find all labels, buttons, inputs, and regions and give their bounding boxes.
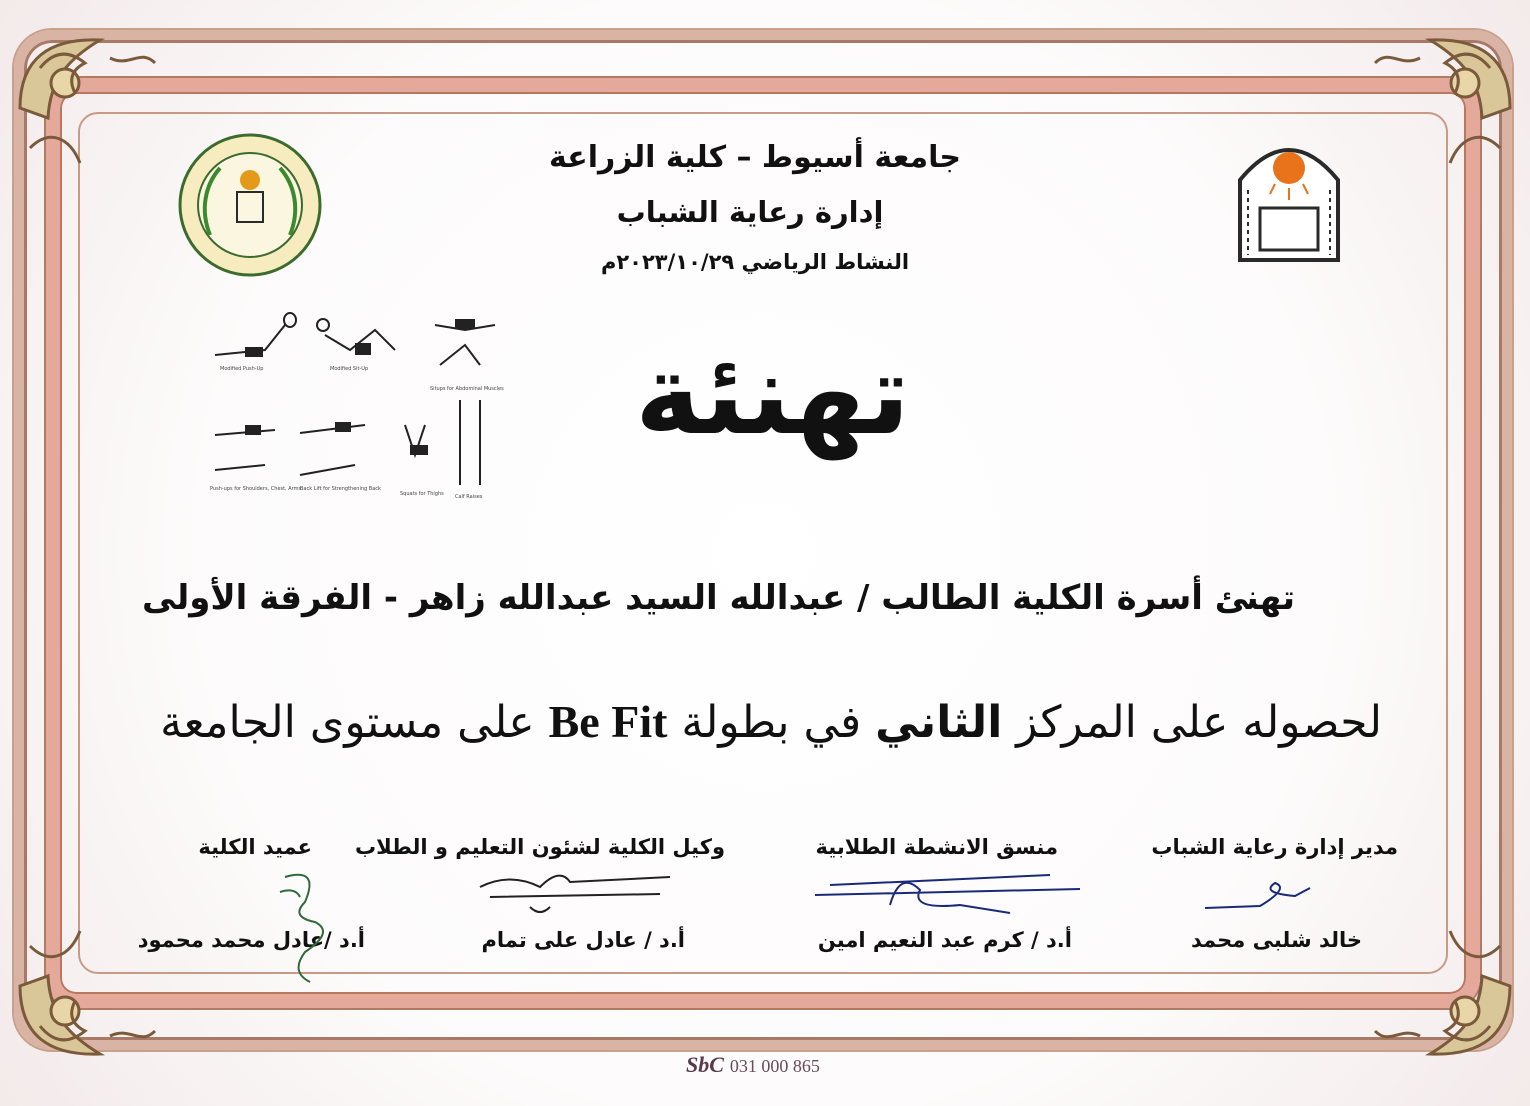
achievement-mid: في بطولة: [667, 697, 876, 748]
svg-text:Calf Raises: Calf Raises: [455, 494, 483, 500]
signature-name-youth-director: خالد شلبى محمد: [1190, 928, 1362, 952]
svg-text:Squats for Thighs: Squats for Thighs: [400, 491, 444, 497]
congratulation-line: تهنئ أسرة الكلية الطالب / عبدالله السيد عبدالله زاهر - الفرقة الأولى: [142, 578, 1295, 618]
signature-title-activities-coordinator: منسق الانشطة الطلابية: [815, 835, 1058, 859]
signature-name-activities-coordinator: أ.د / كرم عبد النعيم امين: [817, 928, 1072, 952]
signature-name-dean: أ.د /عادل محمد محمود: [137, 928, 365, 952]
svg-text:Modified Push-Up: Modified Push-Up: [220, 366, 264, 372]
serial-digits: 031 000 865: [729, 1056, 820, 1076]
achievement-suffix: على مستوى الجامعة: [160, 697, 549, 748]
printer-brand: SbC: [686, 1052, 724, 1077]
activity-date: النشاط الرياضي ٢٠٢٣/١٠/٢٩م: [600, 250, 910, 274]
achievement-place: الثاني: [875, 697, 1003, 748]
signature-mark-activities-coordinator: [810, 865, 1090, 925]
serial-number: [686, 1052, 820, 1078]
svg-text:Back Lift for Strengthening Ba: Back Lift for Strengthening Back: [300, 486, 381, 492]
svg-text:Situps for Abdominal Muscles: Situps for Abdominal Muscles: [430, 386, 504, 392]
signature-title-dean: عميد الكلية: [198, 835, 312, 859]
signature-title-vice-dean: وكيل الكلية لشئون التعليم و الطلاب: [355, 835, 725, 859]
corner-ornament-bottom-right: [1370, 916, 1520, 1066]
signature-mark-vice-dean: [470, 862, 690, 922]
signature-mark-youth-director: [1200, 878, 1320, 914]
signature-title-youth-director: مدير إدارة رعاية الشباب: [1151, 835, 1398, 859]
achievement-line: [160, 695, 1382, 748]
svg-text:Modified Sit-Up: Modified Sit-Up: [330, 366, 369, 372]
signature-mark-dean: [265, 862, 355, 987]
department-name: إدارة رعاية الشباب: [616, 195, 884, 229]
signature-name-vice-dean: أ.د / عادل على تمام: [481, 928, 685, 952]
svg-text:Push-ups for Shoulders, Chest,: Push-ups for Shoulders, Chest, Arms: [210, 486, 302, 492]
event-name: Be Fit: [548, 696, 668, 747]
achievement-prefix: لحصوله على المركز: [1002, 697, 1382, 748]
certificate-title: تهنئة: [634, 330, 911, 460]
university-name: جامعة أسيوط – كلية الزراعة: [549, 140, 961, 175]
